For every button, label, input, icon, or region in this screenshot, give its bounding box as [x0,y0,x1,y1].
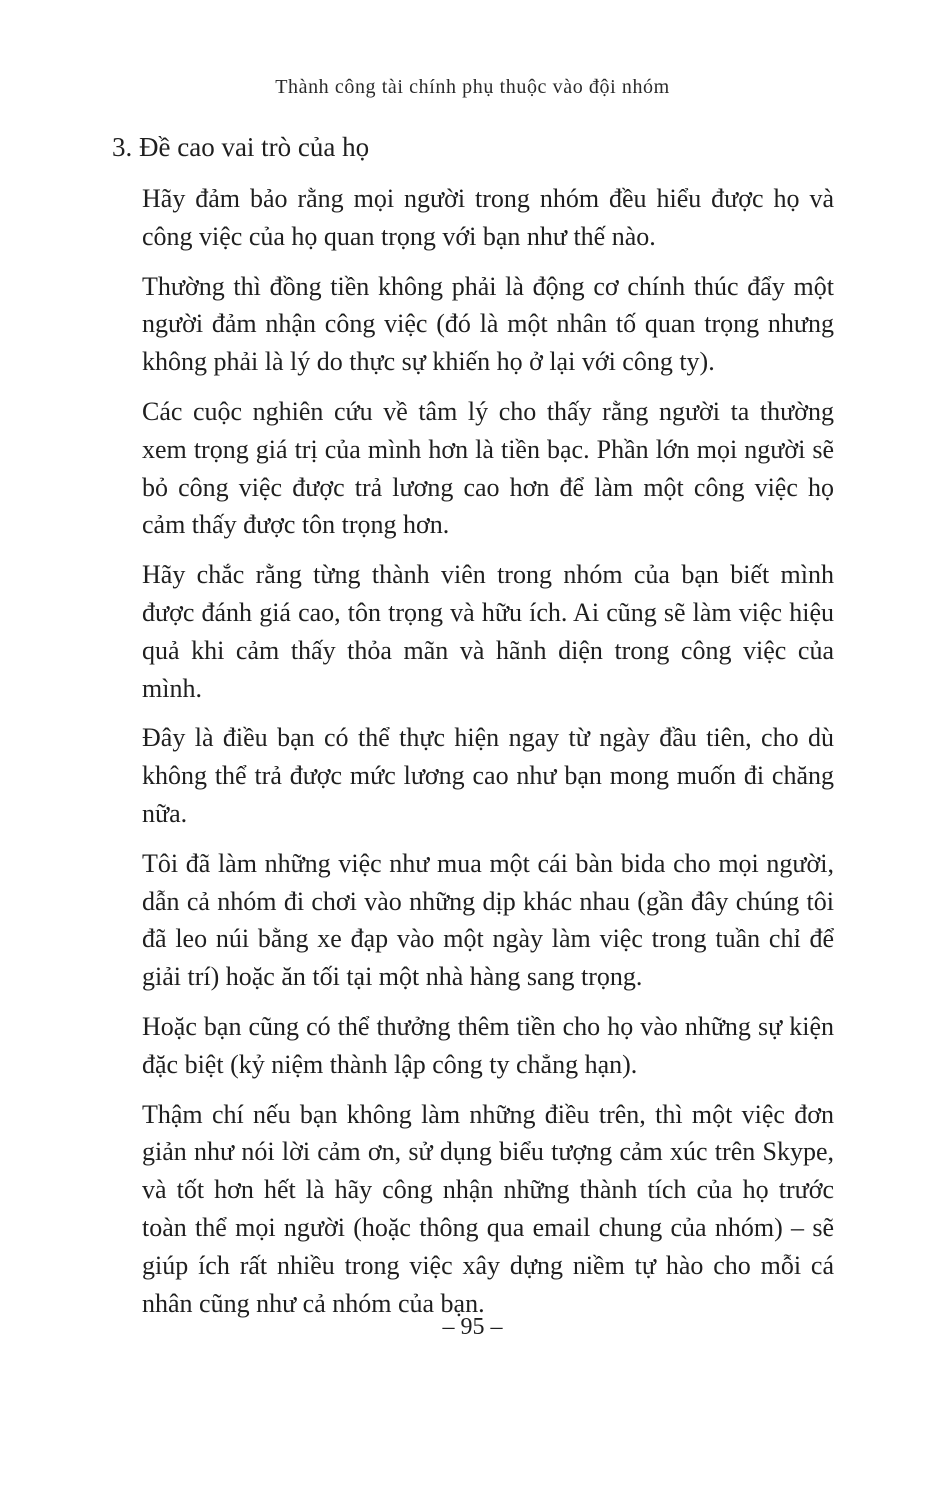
paragraph: Các cuộc nghiên cứu về tâm lý cho thấy rằng người ta thường xem trọng giá trị của mình hơn là tiền bạc. Phần lớn mọi người sẽ bỏ công việc được trả lương cao hơn để làm một công việc họ cảm thấy được tôn trọng hơn. [142,396,834,540]
paragraph: Hãy đảm bảo rằng mọi người trong nhóm đều hiểu được họ và công việc của họ quan trọng với bạn như thế nào. [142,184,834,251]
paragraph: Hoặc bạn cũng có thể thưởng thêm tiền cho họ vào những sự kiện đặc biệt (kỷ niệm thành lập công ty chẳng hạn). [142,1011,834,1079]
paragraph: Tôi đã làm những việc như mua một cái bàn bida cho mọi người, dẫn cả nhóm đi chơi vào những dịp khác nhau (gần đây chúng tôi đã leo núi bằng xe đạp vào một ngày làm việc trong tuần chỉ để giải trí) hoặc ăn tối tại một nhà hàng sang trọng. [142,848,834,992]
paragraph: Hãy chắc rằng từng thành viên trong nhóm của bạn biết mình được đánh giá cao, tôn trọng và hữu ích. Ai cũng sẽ làm việc hiệu quả khi cảm thấy thỏa mãn và hãnh diện trong công việc của mình. [142,560,834,703]
paragraph: Thường thì đồng tiền không phải là động cơ chính thúc đẩy một người đảm nhận công việc (đó là một nhân tố quan trọng nhưng không phải là lý do thực sự khiến họ ở lại với công ty). [142,271,834,377]
paragraph: Đây là điều bạn có thể thực hiện ngay từ ngày đầu tiên, cho dù không thể trả được mức lương cao như bạn mong muốn đi chăng nữa. [142,723,834,828]
running-header: Thành công tài chính phụ thuộc vào đội nhóm [275,76,670,98]
section-heading: 3. Đề cao vai trò của họ [112,132,370,162]
paragraph: Thậm chí nếu bạn không làm những điều trên, thì một việc đơn giản như nói lời cảm ơn, sử dụng biểu tượng cảm xúc trên Skype, và tốt hơn hết là hãy công nhận những thành tích của họ trước toàn thể mọi người (hoặc thông qua email chung của nhóm) – sẽ giúp ích rất nhiều trong việc xây dựng niềm tự hào cho mỗi cá nhân cũng như cả nhóm của bạn. [142,1099,834,1318]
page-number: – 95 – [442,1314,503,1340]
body-text [142,180,834,1334]
